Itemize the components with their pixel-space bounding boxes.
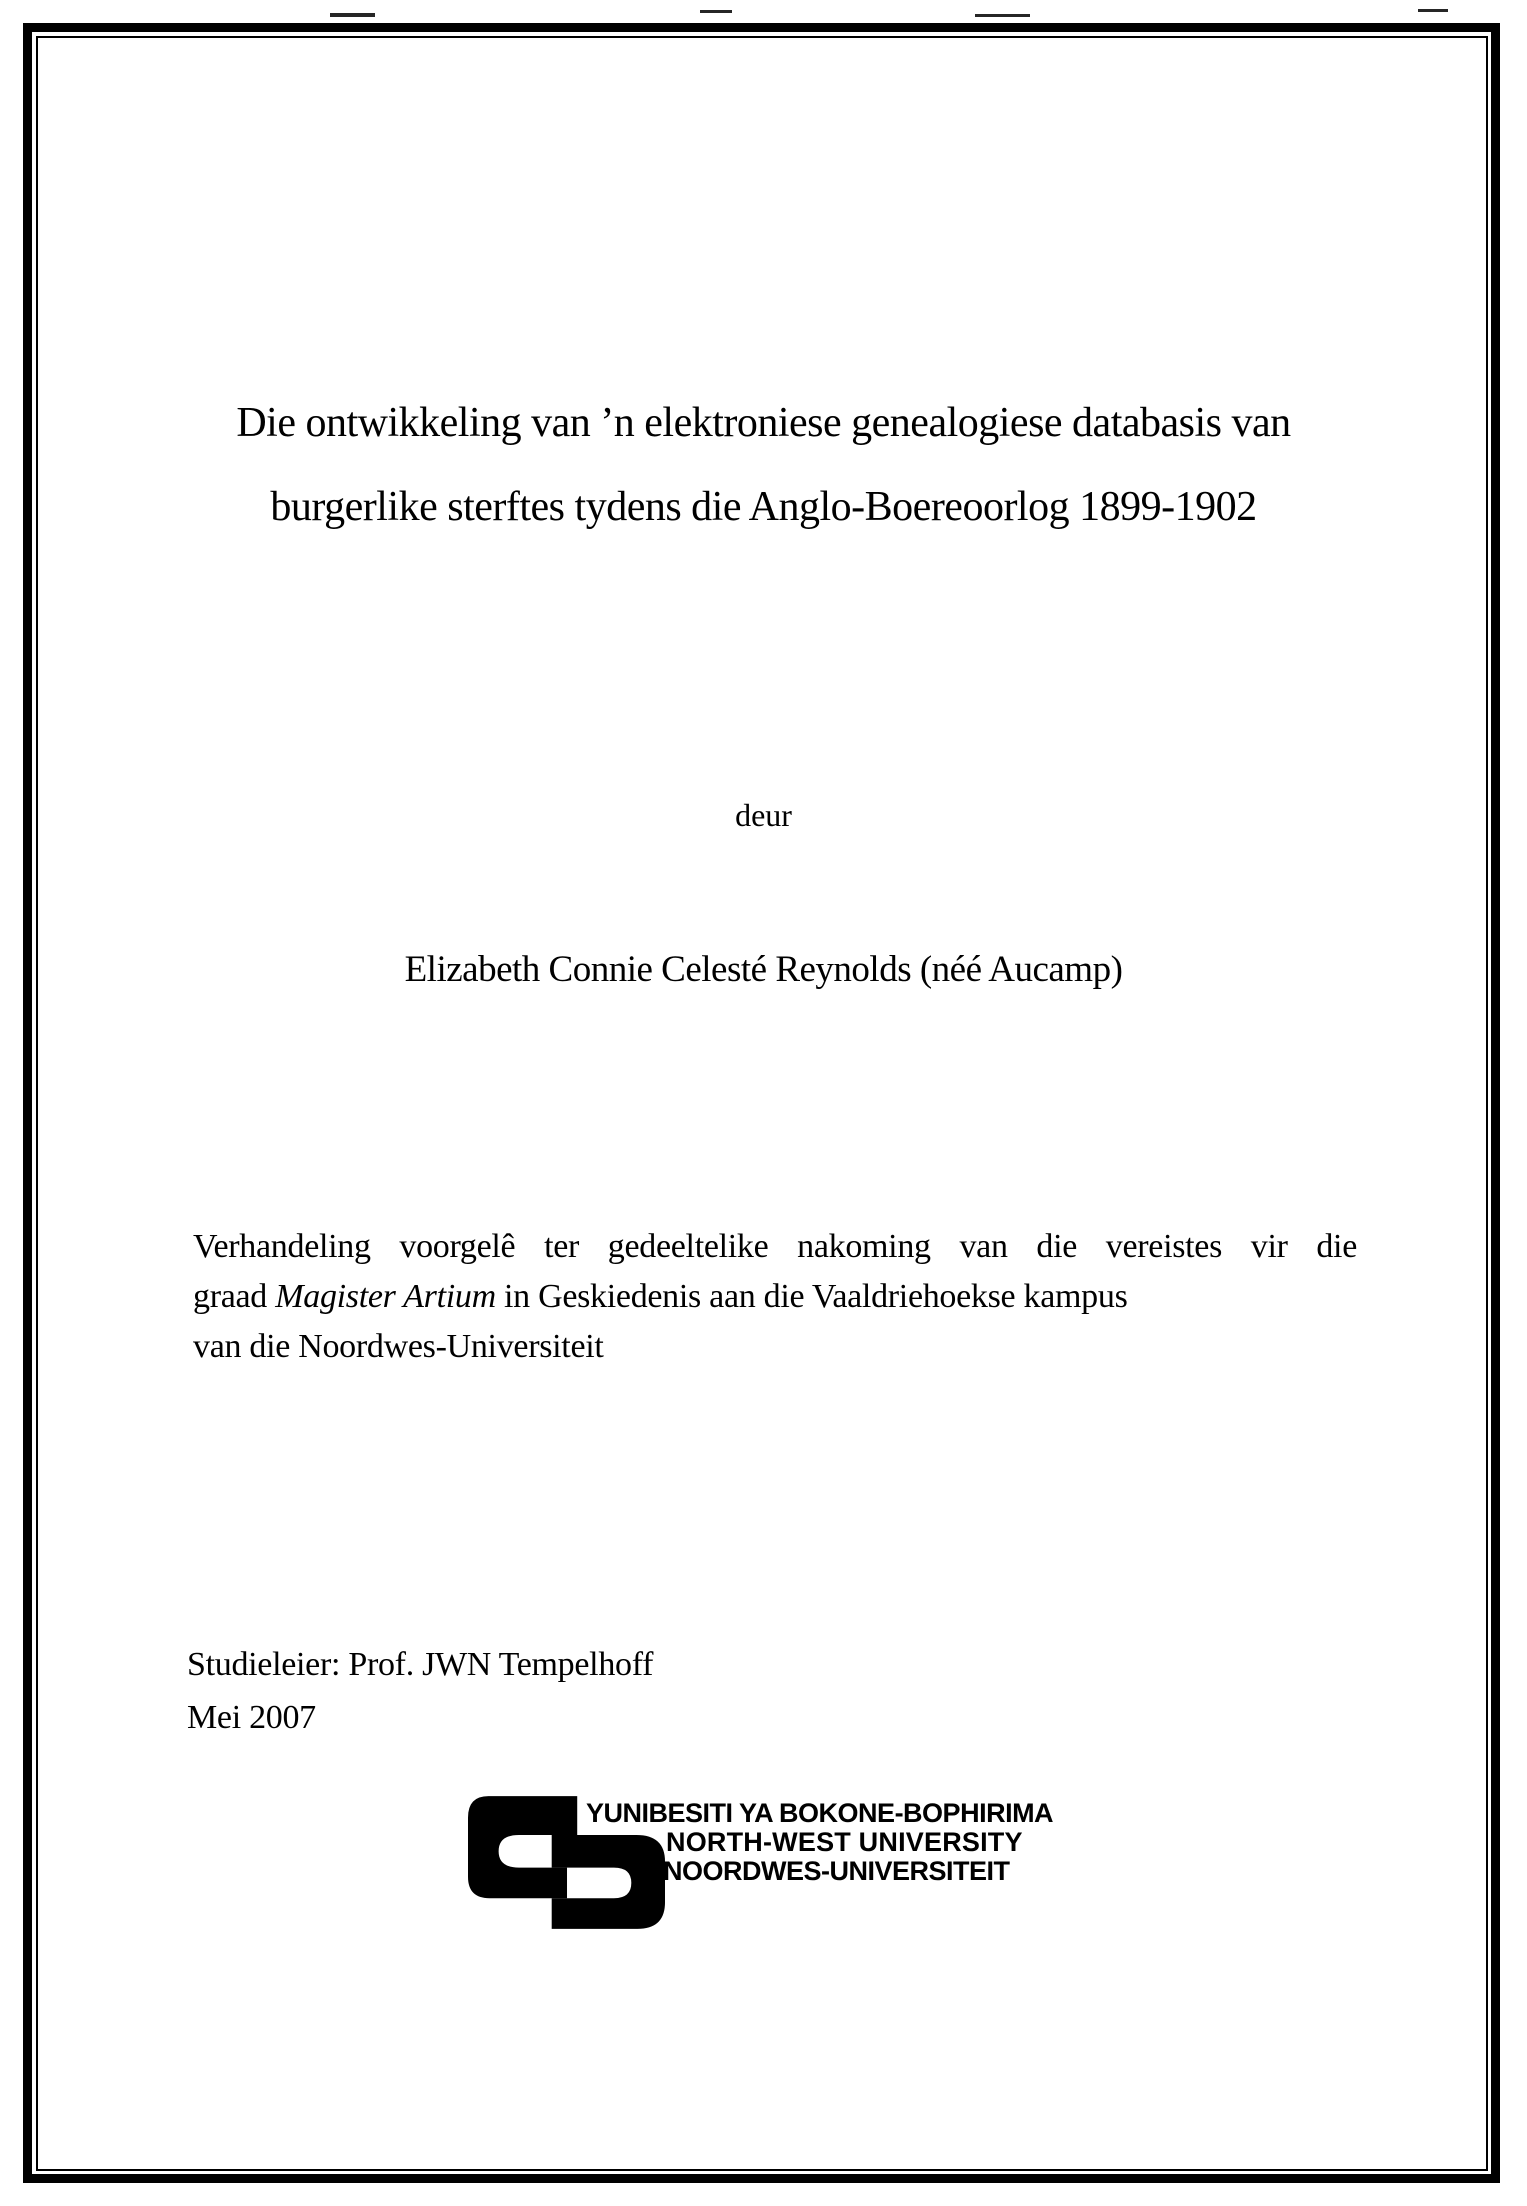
supervisor-block: [187, 1638, 653, 1744]
thesis-title: [90, 381, 1437, 549]
thesis-title-line1: Die ontwikkeling van ’n elektroniese genealogiese databasis van: [236, 400, 1291, 446]
date-line: Mei 2007: [187, 1699, 316, 1736]
statement-line2: [193, 1272, 1357, 1322]
nwu-logo-text: [586, 1799, 1053, 1886]
nwu-logo-text-line3: NOORDWES-UNIVERSITEIT: [663, 1856, 1010, 1886]
degree-name: Magister Artium: [275, 1278, 496, 1315]
statement-line2-post: in Geskiedenis aan die Vaaldriehoekse kampus: [495, 1278, 1128, 1315]
scan-artifact: [1418, 9, 1448, 12]
supervisor-line: Studieleier: Prof. JWN Tempelhoff: [187, 1646, 654, 1683]
submission-statement: [193, 1222, 1357, 1372]
statement-line1: Verhandeling voorgelê ter gedeeltelike nakoming van die vereistes vir die: [193, 1228, 1357, 1265]
nwu-logo-text-line2: NORTH-WEST UNIVERSITY: [666, 1827, 1023, 1857]
statement-line2-pre: graad: [193, 1278, 276, 1315]
byline-label: deur: [735, 797, 792, 833]
nwu-logo-text-line1: YUNIBESITI YA BOKONE-BOPHIRIMA: [586, 1798, 1054, 1828]
scan-artifact: [975, 14, 1030, 17]
thesis-title-line2: burgerlike sterftes tydens die Anglo-Boereoorlog 1899-1902: [270, 484, 1257, 530]
scan-artifact: [330, 13, 375, 17]
author-name: Elizabeth Connie Celesté Reynolds (néé Aucamp): [404, 949, 1123, 990]
statement-line3: van die Noordwes-Universiteit: [193, 1328, 604, 1365]
scan-artifact: [700, 10, 732, 13]
